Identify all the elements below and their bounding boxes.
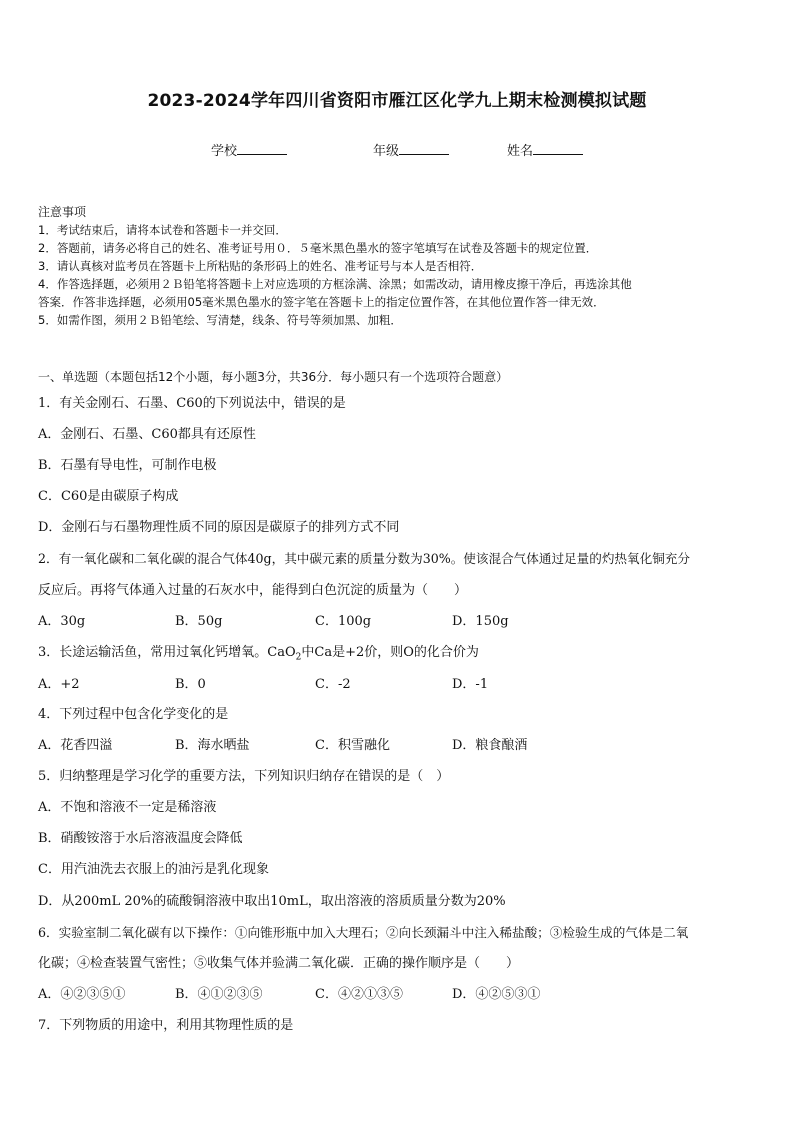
option-a: A．花香四溢 bbox=[38, 738, 113, 753]
question-stem bbox=[38, 644, 479, 667]
question-stem: 7．下列物质的用途中，利用其物理性质的是 bbox=[38, 1018, 294, 1033]
option-a: A．④②③⑤① bbox=[38, 987, 126, 1002]
notice-heading: 注意事项 bbox=[38, 205, 87, 219]
option-d: D．150g bbox=[452, 614, 509, 629]
option-b: B．0 bbox=[175, 677, 206, 692]
option-b: B．④①②③⑤ bbox=[175, 987, 263, 1002]
school-label: 学校 bbox=[211, 144, 238, 159]
option-b: B．海水晒盐 bbox=[175, 738, 250, 753]
notice-item: 1．考试结束后，请将本试卷和答题卡一并交回． bbox=[38, 223, 287, 237]
name-blank bbox=[533, 142, 583, 155]
option-a: A．金刚石、石墨、C60都具有还原性 bbox=[38, 427, 256, 442]
question-stem: 2．有一氧化碳和二氧化碳的混合气体40g，其中碳元素的质量分数为30%。使该混合气体通过足量的灼热氧化铜充分 bbox=[38, 551, 690, 566]
notice-item: 答案．作答非选择题，必须用05毫米黑色墨水的签字笔在答题卡上的指定位置作答，在其他位置作答一律无效． bbox=[38, 295, 605, 309]
section-heading: 一、单选题（本题包括12个小题，每小题3分，共36分．每小题只有一个选项符合题意） bbox=[38, 370, 509, 384]
question-stem: 4．下列过程中包含化学变化的是 bbox=[38, 707, 229, 722]
option-b: B．硝酸铵溶于水后溶液温度会降低 bbox=[38, 831, 243, 846]
question-stem-continued: 化碳；④检查装置气密性；⑤收集气体并验满二氧化碳．正确的操作顺序是（ ） bbox=[38, 956, 520, 971]
notice-item: 4．作答选择题，必须用２Ｂ铅笔将答题卡上对应选项的方框涂满、涂黑；如需改动，请用橡皮擦干净后，再选涂其他 bbox=[38, 277, 632, 291]
question-stem-text: 中Ca是+2价，则O的化合价为 bbox=[301, 645, 479, 660]
option-c: C．100g bbox=[315, 614, 372, 629]
exam-title: 2023-2024学年四川省资阳市雁江区化学九上期末检测模拟试题 bbox=[147, 91, 647, 111]
subscript: 2 bbox=[295, 652, 302, 663]
notice-item: 3．请认真核对监考员在答题卡上所粘贴的条形码上的姓名、准考证号与本人是否相符． bbox=[38, 259, 483, 273]
question-stem: 1．有关金刚石、石墨、C60的下列说法中，错误的是 bbox=[38, 396, 346, 411]
question-stem: 5．归纳整理是学习化学的重要方法，下列知识归纳存在错误的是（ ） bbox=[38, 769, 450, 784]
option-d: D．④②⑤③① bbox=[452, 987, 541, 1002]
name-field bbox=[507, 140, 583, 159]
option-b: B．石墨有导电性，可制作电极 bbox=[38, 458, 217, 473]
question-stem: 6．实验室制二氧化碳有以下操作：①向锥形瓶中加入大理石；②向长颈漏斗中注入稀盐酸；③检验生成的气体是二氧 bbox=[38, 925, 689, 940]
notice-item: 2．答题前，请务必将自己的姓名、准考证号用０．５毫米黑色墨水的签字笔填写在试卷及答题卡的规定位置． bbox=[38, 241, 598, 255]
grade-label: 年级 bbox=[373, 144, 400, 159]
student-info-row bbox=[0, 140, 794, 160]
options-row bbox=[38, 986, 758, 1004]
school-field bbox=[211, 140, 287, 159]
options-row bbox=[38, 613, 758, 631]
school-blank bbox=[237, 142, 287, 155]
options-row bbox=[38, 676, 758, 694]
option-d: D．金刚石与石墨物理性质不同的原因是碳原子的排列方式不同 bbox=[38, 520, 400, 535]
notice-block bbox=[38, 203, 758, 329]
option-a: A．不饱和溶液不一定是稀溶液 bbox=[38, 800, 217, 815]
option-c: C．-2 bbox=[315, 677, 351, 692]
option-c: C．积雪融化 bbox=[315, 738, 390, 753]
option-d: D．-1 bbox=[452, 677, 489, 692]
grade-blank bbox=[399, 142, 449, 155]
question-stem-text: 3．长途运输活鱼，常用过氧化钙增氧。CaO bbox=[38, 645, 296, 660]
option-d: D．粮食酿酒 bbox=[452, 738, 528, 753]
option-b: B．50g bbox=[175, 614, 223, 629]
notice-item: 5．如需作图，须用２Ｂ铅笔绘、写清楚，线条、符号等须加黑、加粗． bbox=[38, 313, 402, 327]
grade-field bbox=[373, 140, 449, 159]
option-c: C．④②①③⑤ bbox=[315, 987, 403, 1002]
option-a: A．30g bbox=[38, 614, 86, 629]
option-c: C．C60是由碳原子构成 bbox=[38, 489, 179, 504]
question-stem-continued: 反应后。再将气体通入过量的石灰水中，能得到白色沉淀的质量为（ ） bbox=[38, 583, 468, 598]
option-a: A．+2 bbox=[38, 677, 80, 692]
option-d: D．从200mL 20%的硫酸铜溶液中取出10mL，取出溶液的溶质质量分数为20% bbox=[38, 894, 506, 909]
options-row bbox=[38, 737, 758, 755]
name-label: 姓名 bbox=[507, 144, 534, 159]
option-c: C．用汽油洗去衣服上的油污是乳化现象 bbox=[38, 862, 269, 877]
